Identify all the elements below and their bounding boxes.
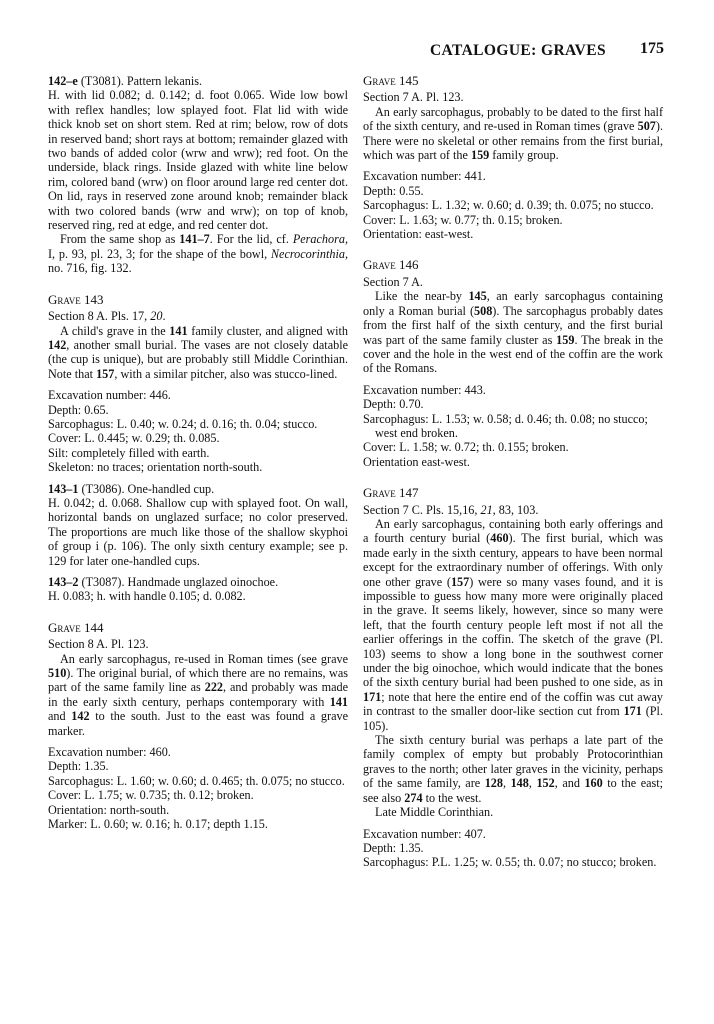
left-column xyxy=(48,74,348,832)
catalogue-entry-143-2: 143–2 (T3087). Handmade unglazed oinochoe. xyxy=(48,575,279,589)
grave-146-heading: Grave 146 xyxy=(363,257,419,273)
grave-143-heading: Grave 143 xyxy=(48,291,104,307)
entry-143-2-description: H. 0.083; h. with handle 0.105; d. 0.082. xyxy=(48,589,246,604)
entry-142e-description: H. with lid 0.082; d. 0.142; d. foot 0.065. Wide low bowl with reflex handles; low splayed foot. Flat lid with wide thick knob set on short stem. Red at rim; below, row of dots in reserved band; short rays at bottom; remainder glazed with two bands of added color (wrw and wrw); red foot. On the underside, black rings. Inside glazed with white line below rim, colored band (wrw) on floor around large red center dot. On lid, rays in reserved zone around knob; remainder black with two colored bands (wrw and wrw); on top of knob, reserved ring, red at edge, and red center dot. xyxy=(48,88,348,233)
detail-line: Depth: 0.55. xyxy=(363,183,424,198)
detail-line: Cover: L. 1.63; w. 0.77; th. 0.15; broken. xyxy=(363,212,563,227)
detail-line: Skeleton: no traces; orientation north-south. xyxy=(48,460,263,475)
entry-143-1-description: H. 0.042; d. 0.068. Shallow cup with splayed foot. On wall, horizontal bands on unglazed surface; no color preserved. The proportions are much like those of the shallow skyphoi of group i (p. 106). The only sixth century example; see p. 129 for later one-handled cups. xyxy=(48,495,348,568)
detail-line: Excavation number: 446. xyxy=(48,388,171,403)
page-header xyxy=(48,42,664,68)
detail-line: Depth: 1.35. xyxy=(363,840,424,855)
detail-line: Cover: L. 1.58; w. 0.72; th. 0.155; broken. xyxy=(363,440,569,455)
grave-145-heading: Grave 145 xyxy=(363,73,419,88)
grave-144-section: Section 8 A. Pl. 123. xyxy=(48,637,149,652)
grave-145-description: An early sarcophagus, probably to be dated to the first half of the sixth century, and re-used in Roman times (grave 507). There were no skeletal or other remains from the first burial, which was part of the 159 family group. xyxy=(363,104,663,163)
running-head: CATALOGUE: GRAVES xyxy=(429,42,606,59)
catalogue-entry-142e: 142–e (T3081). Pattern lekanis. xyxy=(48,74,203,88)
grave-144-details xyxy=(48,745,348,831)
grave-147-details xyxy=(363,827,663,870)
detail-line: Sarcophagus: L. 1.53; w. 0.58; d. 0.46; th. 0.08; no stucco; west end broken. xyxy=(363,411,648,440)
detail-line: Sarcophagus: L. 1.60; w. 0.60; d. 0.465; th. 0.075; no stucco. xyxy=(48,773,345,788)
detail-line: Depth: 1.35. xyxy=(48,759,109,774)
grave-147-dating: Late Middle Corinthian. xyxy=(375,805,494,820)
detail-line: Depth: 0.65. xyxy=(48,402,109,417)
grave-143-details xyxy=(48,388,348,474)
entry-142e-comparanda: From the same shop as 141–7. For the lid, cf. Perachora, I, p. 93, pl. 23, 3; for the shape of the bowl, Necrocorinthia, no. 716, fig. 132. xyxy=(48,232,348,276)
detail-line: Orientation east-west. xyxy=(363,454,470,469)
right-column xyxy=(363,74,663,870)
catalogue-entry-143-1: 143–1 (T3086). One-handled cup. xyxy=(48,481,215,496)
page-number: 175 xyxy=(640,40,664,57)
detail-line: Silt: completely filled with earth. xyxy=(48,445,210,460)
detail-line: Sarcophagus: P.L. 1.25; w. 0.55; th. 0.07; no stucco; broken. xyxy=(363,855,657,870)
grave-145-section: Section 7 A. Pl. 123. xyxy=(363,90,464,105)
grave-147-section: Section 7 C. Pls. 15,16, 21, 83, 103. xyxy=(363,502,539,517)
detail-line: Excavation number: 460. xyxy=(48,745,171,760)
grave-143-section: Section 8 A. Pls. 17, 20. xyxy=(48,309,166,324)
grave-143-description: A child's grave in the 141 family cluster, and aligned with 142, another small burial. The vases are not closely datable (the cup is unique), but are probably still Middle Corinthian. Note that 157, with a similar pitcher, also was stucco-lined. xyxy=(48,323,348,381)
detail-line: Excavation number: 443. xyxy=(363,382,486,397)
grave-147-heading: Grave 147 xyxy=(363,485,419,501)
detail-line: Sarcophagus: L. 1.32; w. 0.60; d. 0.39; th. 0.075; no stucco. xyxy=(363,198,654,213)
grave-146-section: Section 7 A. xyxy=(363,274,423,289)
detail-line: Excavation number: 407. xyxy=(363,826,486,841)
grave-145-details xyxy=(363,169,663,241)
detail-line: Orientation: east-west. xyxy=(363,227,474,242)
detail-line: Sarcophagus: L. 0.40; w. 0.24; d. 0.16; th. 0.04; stucco. xyxy=(48,416,318,431)
grave-146-description: Like the near-by 145, an early sarcophagus containing only a Roman burial (508). The sarcophagus probably dates from the first half of the sixth century, and the first burial was part of the same family cluster as 159. The break in the cover and the hole in the west end of the coffin are the work of the Romans. xyxy=(363,289,663,376)
page xyxy=(48,40,664,870)
grave-147-description: An early sarcophagus, containing both early offerings and a fourth century burial (460). The first burial, which was made early in the sixth century, appears to have been normal except for the extraordinary number of offerings. With only one other grave (157) were so many vases found, and it is impossible to guess how many more were originally placed in the grave. It seems likely, however, since so many were left, that the fourth century people left most if not all the earlier offerings in the coffin. The sketch of the grave (Pl. 103) seems to show a long bone in the southwest corner under the big oinochoe, which would indicate that the bones of the sixth century burial had been pushed to one side, as in 171; note that here the entire end of the coffin was cut away in contrast to the smaller door-like section cut from 171 (Pl. 105). xyxy=(363,516,664,733)
detail-line: Orientation: north-south. xyxy=(48,802,170,817)
detail-line: Cover: L. 0.445; w. 0.29; th. 0.085. xyxy=(48,431,220,446)
grave-144-heading: Grave 144 xyxy=(48,619,104,635)
grave-144-description: An early sarcophagus, re-used in Roman times (see grave 510). The original burial, of which there are no remains, was part of the same family line as 222, and probably was made in the early sixth century, perhaps contemporary with 141 and 142 to the south. Just to the east was found a grave marker. xyxy=(48,651,348,738)
grave-147-family-note: The sixth century burial was perhaps a late part of the family complex of empty but probably Protocorinthian graves to the north; other later graves in the vicinity, perhaps of the same family, are 128, 148, 152, and 160 to the east; see also 274 to the west. xyxy=(363,733,664,805)
detail-line: Excavation number: 441. xyxy=(363,169,486,184)
detail-line: Depth: 0.70. xyxy=(363,397,424,412)
detail-line: Marker: L. 0.60; w. 0.16; h. 0.17; depth 1.15. xyxy=(48,817,268,832)
detail-line: Cover: L. 1.75; w. 0.735; th. 0.12; broken. xyxy=(48,788,254,803)
grave-146-details xyxy=(363,383,663,469)
